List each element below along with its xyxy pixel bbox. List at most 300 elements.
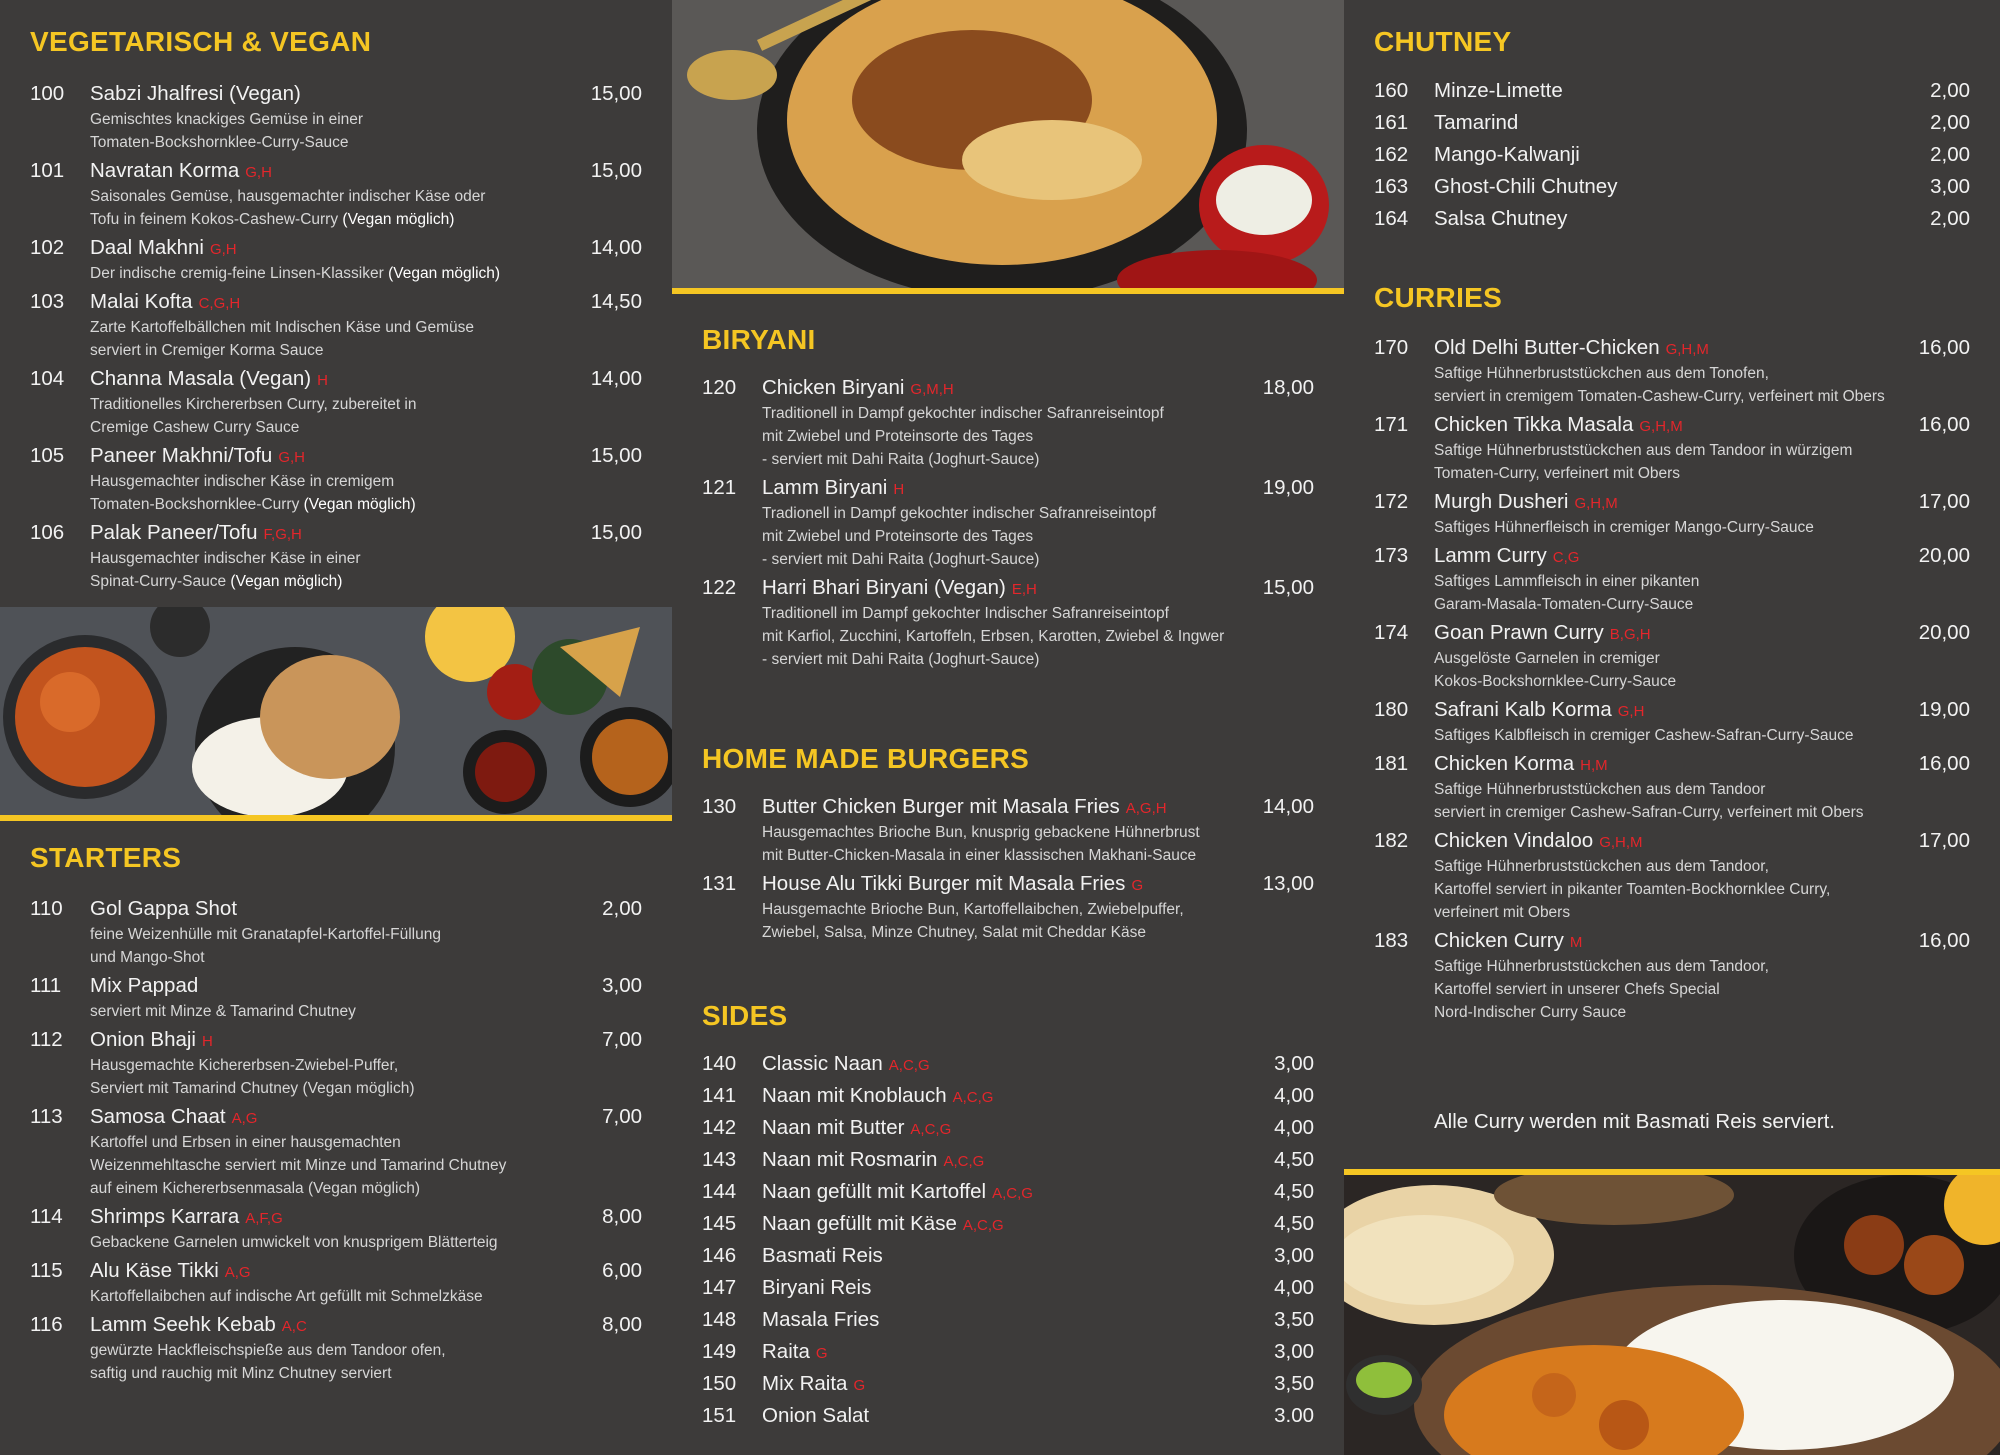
item-number: 130	[702, 795, 737, 818]
item-description: mit Butter-Chicken-Masala in einer klassischen Makhani-Sauce	[762, 847, 1197, 864]
item-price: 2,00	[1930, 79, 1970, 102]
item-number: 121	[702, 476, 737, 499]
item-number: 160	[1374, 79, 1409, 102]
item-number: 104	[30, 367, 65, 390]
item-description: Saftige Hühnerbruststückchen aus dem Tandoor	[1434, 781, 1766, 798]
item-price: 8,00	[602, 1205, 642, 1228]
item-price: 4,00	[1274, 1084, 1314, 1107]
item-price: 15,00	[590, 159, 642, 182]
allergen-codes: G,H	[209, 241, 237, 258]
item-description: Nord-Indischer Curry Sauce	[1434, 1004, 1627, 1021]
allergen-codes: G	[853, 1377, 866, 1394]
allergen-codes: A,C	[281, 1318, 307, 1335]
item-body	[90, 1203, 602, 1254]
menu-item	[702, 474, 1314, 571]
item-name: Biryani Reis	[762, 1276, 872, 1299]
item-price: 4,50	[1274, 1212, 1314, 1235]
item-description: Spinat-Curry-Sauce (Vegan möglich)	[90, 573, 343, 590]
item-description: Kartoffel und Erbsen in einer hausgemachten	[90, 1134, 401, 1151]
menu-item	[30, 1203, 642, 1254]
item-description: Kartoffellaibchen auf indische Art gefüllt mit Schmelzkäse	[90, 1288, 483, 1305]
item-description: Tomaten-Curry, verfeinert mit Obers	[1434, 465, 1681, 482]
item-description: Gebackene Garnelen umwickelt von knusprigem Blätterteig	[90, 1234, 498, 1251]
item-number: 102	[30, 236, 65, 259]
item-body	[762, 1402, 1274, 1430]
item-body	[1434, 827, 1919, 924]
item-body	[90, 1026, 602, 1100]
section-title-starters: STARTERS	[30, 842, 182, 873]
starters-list	[30, 895, 642, 1388]
item-body	[762, 1114, 1274, 1142]
item-name: Chicken Biryani	[762, 376, 905, 399]
item-description: Saftiges Kalbfleisch in cremiger Cashew-Safran-Curry-Sauce	[1434, 727, 1854, 744]
indian-food-spread-photo	[0, 607, 672, 815]
menu-item	[702, 870, 1314, 944]
menu-item	[702, 1306, 1314, 1334]
item-price: 3,00	[1274, 1340, 1314, 1363]
menu-item	[702, 1178, 1314, 1206]
item-price: 4,00	[1274, 1276, 1314, 1299]
item-description: Der indische cremig-feine Linsen-Klassiker (Vegan möglich)	[90, 265, 501, 282]
allergen-codes: A,C,G	[952, 1089, 994, 1106]
menu-item	[702, 793, 1314, 867]
item-name: Shrimps Karrara	[90, 1205, 240, 1228]
item-description: Saftige Hühnerbruststückchen aus dem Tandoor,	[1434, 958, 1769, 975]
menu-item	[702, 1082, 1314, 1110]
item-number: 142	[702, 1116, 737, 1139]
item-description: Zwiebel, Salsa, Minze Chutney, Salat mit Cheddar Käse	[762, 924, 1146, 941]
item-name: Paneer Makhni/Tofu	[90, 444, 273, 467]
item-description: auf einem Kichererbsenmasala (Vegan möglich)	[90, 1180, 420, 1197]
menu-item	[1374, 927, 1970, 1024]
item-number: 131	[702, 872, 737, 895]
menu-item	[30, 234, 642, 285]
item-name: Palak Paneer/Tofu	[90, 521, 258, 544]
menu-item	[1374, 141, 1970, 169]
item-number: 182	[1374, 829, 1409, 852]
item-price: 15,00	[590, 521, 642, 544]
biryani-dish-photo	[672, 0, 1344, 288]
item-price: 2,00	[1930, 143, 1970, 166]
item-body	[1434, 696, 1919, 747]
item-description: Hausgemachter indischer Käse in einer	[90, 550, 361, 567]
item-number: 105	[30, 444, 65, 467]
menu-item	[30, 442, 642, 516]
item-body	[1434, 109, 1930, 137]
allergen-codes: A,F,G	[245, 1210, 283, 1227]
item-description: Saisonales Gemüse, hausgemachter indischer Käse oder	[90, 188, 486, 205]
item-body	[90, 1311, 602, 1385]
item-price: 3,50	[1274, 1372, 1314, 1395]
item-body	[90, 1103, 602, 1200]
item-name: Lamm Biryani	[762, 476, 888, 499]
item-number: 144	[702, 1180, 737, 1203]
item-body	[762, 1242, 1274, 1270]
item-number: 110	[30, 897, 63, 920]
menu-item	[30, 895, 642, 969]
item-description: Hausgemachtes Brioche Bun, knusprig gebackene Hühnerbrust	[762, 824, 1200, 841]
item-body	[1434, 205, 1930, 233]
section-title-chutney: CHUTNEY	[1374, 26, 1512, 57]
item-body	[762, 374, 1263, 471]
item-name: Butter Chicken Burger mit Masala Fries	[762, 795, 1120, 818]
item-body	[1434, 77, 1930, 105]
item-number: 162	[1374, 143, 1409, 166]
menu-item	[30, 519, 642, 593]
item-description: serviert mit Minze & Tamarind Chutney	[90, 1003, 356, 1020]
item-description: - serviert mit Dahi Raita (Joghurt-Sauce)	[762, 551, 1040, 568]
menu-item	[702, 574, 1314, 671]
item-body	[762, 574, 1263, 671]
item-price: 7,00	[602, 1105, 642, 1128]
item-name: Sabzi Jhalfresi (Vegan)	[90, 82, 301, 105]
item-body	[762, 1146, 1274, 1174]
item-name: Classic Naan	[762, 1052, 883, 1075]
menu-item	[30, 972, 642, 1023]
item-number: 181	[1374, 752, 1409, 775]
menu-item	[1374, 173, 1970, 201]
item-name: Gol Gappa Shot	[90, 897, 238, 920]
item-name: Daal Makhni	[90, 236, 204, 259]
item-price: 18,00	[1262, 376, 1314, 399]
item-description: saftig und rauchig mit Minz Chutney serviert	[90, 1365, 392, 1382]
burgers-list	[702, 793, 1314, 947]
item-description: Tradionell in Dampf gekochter indischer Safranreiseintopf	[762, 505, 1157, 522]
item-price: 3,00	[1274, 1052, 1314, 1075]
item-price: 4,00	[1274, 1116, 1314, 1139]
item-number: 148	[702, 1308, 737, 1331]
menu-item	[1374, 334, 1970, 408]
item-description: verfeinert mit Obers	[1434, 904, 1571, 921]
item-description: Weizenmehltasche serviert mit Minze und Tamarind Chutney	[90, 1157, 507, 1174]
item-body	[90, 895, 602, 969]
item-name: Naan mit Knoblauch	[762, 1084, 947, 1107]
item-description: Saftige Hühnerbruststückchen aus dem Tandoor in würzigem	[1434, 442, 1853, 459]
item-price: 19,00	[1262, 476, 1314, 499]
vegan-option: (Vegan möglich)	[303, 496, 416, 513]
item-description: feine Weizenhülle mit Granatapfel-Kartoffel-Füllung	[90, 926, 441, 943]
item-name: Mix Pappad	[90, 974, 199, 997]
item-price: 15,00	[590, 444, 642, 467]
item-body	[1434, 141, 1930, 169]
item-name: Chicken Tikka Masala	[1434, 413, 1634, 436]
item-body	[1434, 173, 1930, 201]
menu-item	[30, 1026, 642, 1100]
item-name: Lamm Seehk Kebab	[90, 1313, 276, 1336]
item-body	[1434, 542, 1919, 616]
item-number: 100	[30, 82, 65, 105]
item-price: 14,50	[590, 290, 642, 313]
allergen-codes: G,H	[245, 164, 272, 181]
item-number: 163	[1374, 175, 1409, 198]
item-price: 19,00	[1918, 698, 1970, 721]
menu-item	[702, 374, 1314, 471]
item-number: 180	[1374, 698, 1409, 721]
allergen-codes: G,H,M	[1639, 418, 1683, 435]
item-description: mit Zwiebel und Proteinsorte des Tages	[762, 528, 1034, 545]
item-price: 2,00	[1930, 207, 1970, 230]
menu-item	[1374, 619, 1970, 693]
item-price: 3.00	[1274, 1404, 1314, 1427]
item-body	[762, 793, 1263, 867]
section-title-curries: CURRIES	[1374, 282, 1503, 313]
menu-item	[702, 1402, 1314, 1430]
item-name: Chicken Vindaloo	[1434, 829, 1594, 852]
allergen-codes: H,M	[1580, 757, 1608, 774]
item-name: Ghost-Chili Chutney	[1434, 175, 1618, 198]
vegan-option: (Vegan möglich)	[342, 211, 455, 228]
item-price: 16,00	[1918, 752, 1970, 775]
item-body	[1434, 488, 1919, 539]
curries-list	[1374, 334, 1970, 1027]
item-name: Mix Raita	[762, 1372, 848, 1395]
item-number: 164	[1374, 207, 1409, 230]
item-number: 146	[702, 1244, 737, 1267]
item-body	[90, 80, 591, 154]
item-description: Traditionell im Dampf gekochter Indischer Safranreiseintopf	[762, 605, 1169, 622]
item-number: 170	[1374, 336, 1409, 359]
item-body	[762, 1178, 1274, 1206]
item-name: Raita	[762, 1340, 810, 1363]
item-number: 106	[30, 521, 65, 544]
item-description: Saftige Hühnerbruststückchen aus dem Tonofen,	[1434, 365, 1769, 382]
item-description: serviert in Cremiger Korma Sauce	[90, 342, 324, 359]
menu-item	[30, 1103, 642, 1200]
item-body	[1434, 750, 1919, 824]
item-number: 173	[1374, 544, 1409, 567]
item-body	[90, 234, 591, 285]
section-title-biryani: BIRYANI	[702, 324, 816, 355]
item-description: Tofu in feinem Kokos-Cashew-Curry (Vegan möglich)	[90, 211, 455, 228]
item-name: Onion Bhaji	[90, 1028, 196, 1051]
item-number: 120	[702, 376, 737, 399]
item-description: serviert in cremiger Cashew-Safran-Curry, verfeinert mit Obers	[1434, 804, 1864, 821]
menu-item	[1374, 542, 1970, 616]
allergen-codes: A,G,H	[1125, 800, 1167, 817]
menu-item	[1374, 109, 1970, 137]
item-name: Naan gefüllt mit Käse	[762, 1212, 957, 1235]
item-name: Masala Fries	[762, 1308, 880, 1331]
item-name: Lamm Curry	[1434, 544, 1547, 567]
menu-item	[702, 1210, 1314, 1238]
item-description: Cremige Cashew Curry Sauce	[90, 419, 300, 436]
item-price: 2,00	[1930, 111, 1970, 134]
menu-column-left	[0, 0, 672, 1455]
allergen-codes: A,G	[224, 1264, 251, 1281]
item-price: 3,50	[1274, 1308, 1314, 1331]
item-name: Malai Kofta	[90, 290, 193, 313]
item-body	[1434, 927, 1919, 1024]
item-number: 112	[30, 1028, 63, 1051]
item-number: 101	[30, 159, 65, 182]
menu-item	[1374, 205, 1970, 233]
item-description: Saftiges Lammfleisch in einer pikanten	[1434, 573, 1700, 590]
item-description: Kokos-Bockshornklee-Curry-Sauce	[1434, 673, 1677, 690]
menu-item	[30, 157, 642, 231]
allergen-codes: A,C,G	[992, 1185, 1033, 1202]
allergen-codes: G	[815, 1345, 828, 1362]
item-description: - serviert mit Dahi Raita (Joghurt-Sauce)	[762, 451, 1040, 468]
allergen-codes: A,C,G	[943, 1153, 985, 1170]
item-name: Mango-Kalwanji	[1434, 143, 1580, 166]
item-name: Chicken Curry	[1434, 929, 1564, 952]
item-description: mit Zwiebel und Proteinsorte des Tages	[762, 428, 1034, 445]
section-title-burgers: HOME MADE BURGERS	[702, 743, 1030, 774]
item-name: Alu Käse Tikki	[90, 1259, 219, 1282]
item-description: Gemischtes knackiges Gemüse in einer	[90, 111, 364, 128]
item-price: 15,00	[590, 82, 642, 105]
item-price: 14,00	[590, 367, 642, 390]
item-body	[762, 1210, 1274, 1238]
item-body	[1434, 619, 1919, 693]
item-number: 147	[702, 1276, 737, 1299]
item-name: Samosa Chaat	[90, 1105, 226, 1128]
item-number: 171	[1374, 413, 1409, 436]
item-description: gewürzte Hackfleischspieße aus dem Tandoor ofen,	[90, 1342, 446, 1359]
menu-item	[30, 1257, 642, 1308]
item-description: Hausgemachter indischer Käse in cremigem	[90, 473, 395, 490]
menu-column-right	[1344, 0, 2000, 1455]
menu-item	[1374, 696, 1970, 747]
menu-item	[1374, 77, 1970, 105]
menu-item	[702, 1114, 1314, 1142]
item-description: Saftiges Hühnerfleisch in cremiger Mango-Curry-Sauce	[1434, 519, 1814, 536]
section-title-sides: SIDES	[702, 1000, 788, 1031]
item-body	[90, 365, 591, 439]
item-body	[762, 1082, 1274, 1110]
item-number: 115	[30, 1259, 63, 1282]
item-name: Minze-Limette	[1434, 79, 1563, 102]
section-title-vegetarian: VEGETARISCH & VEGAN	[30, 26, 372, 57]
menu-item	[702, 1274, 1314, 1302]
item-body	[762, 1050, 1274, 1078]
item-number: 172	[1374, 490, 1409, 513]
vegan-option: (Vegan möglich)	[230, 573, 343, 590]
item-description: serviert in cremigem Tomaten-Cashew-Curry, verfeinert mit Obers	[1434, 388, 1885, 405]
item-description: Zarte Kartoffelbällchen mit Indischen Käse und Gemüse	[90, 319, 474, 336]
allergen-codes: A,C,G	[962, 1217, 1004, 1234]
item-number: 150	[702, 1372, 737, 1395]
item-description: Kartoffel serviert in pikanter Toamten-Bockhornklee Curry,	[1434, 881, 1831, 898]
item-body	[90, 1257, 602, 1308]
allergen-codes: G,H,M	[1665, 341, 1709, 358]
item-description: Garam-Masala-Tomaten-Curry-Sauce	[1434, 596, 1694, 613]
item-price: 14,00	[590, 236, 642, 259]
allergen-codes: M	[1569, 934, 1583, 951]
item-price: 6,00	[602, 1259, 642, 1282]
item-price: 3,00	[1930, 175, 1970, 198]
item-number: 111	[30, 974, 62, 997]
menu-item	[1374, 411, 1970, 485]
item-price: 8,00	[602, 1313, 642, 1336]
item-number: 183	[1374, 929, 1409, 952]
item-number: 114	[30, 1205, 63, 1228]
item-description: Hausgemachte Kichererbsen-Zwiebel-Puffer,	[90, 1057, 399, 1074]
allergen-codes: A,C,G	[910, 1121, 952, 1138]
item-price: 17,00	[1918, 829, 1970, 852]
item-name: Harri Bhari Biryani (Vegan)	[762, 576, 1006, 599]
item-name: House Alu Tikki Burger mit Masala Fries	[762, 872, 1126, 895]
item-name: Chicken Korma	[1434, 752, 1575, 775]
item-price: 20,00	[1918, 544, 1970, 567]
item-number: 103	[30, 290, 65, 313]
curry-rice-note: Alle Curry werden mit Basmati Reis serviert.	[1434, 1110, 1835, 1133]
item-price: 16,00	[1918, 929, 1970, 952]
item-body	[762, 870, 1263, 944]
item-description: Serviert mit Tamarind Chutney (Vegan möglich)	[90, 1080, 415, 1097]
vegan-option: (Vegan möglich)	[388, 265, 501, 282]
item-body	[762, 1274, 1274, 1302]
item-price: 16,00	[1918, 336, 1970, 359]
menu-item	[30, 365, 642, 439]
allergen-codes: H	[201, 1033, 213, 1050]
vegetarian-list	[30, 80, 642, 596]
menu-item	[702, 1370, 1314, 1398]
chutney-list	[1374, 77, 1970, 237]
item-description: Ausgelöste Garnelen in cremiger	[1434, 650, 1660, 667]
biryani-list	[702, 374, 1314, 674]
item-name: Naan mit Butter	[762, 1116, 905, 1139]
item-price: 15,00	[1262, 576, 1314, 599]
item-price: 17,00	[1918, 490, 1970, 513]
item-price: 4,50	[1274, 1148, 1314, 1171]
allergen-codes: F,G,H	[263, 526, 302, 543]
item-body	[762, 1338, 1274, 1366]
menu-column-middle	[672, 0, 1344, 1455]
menu-item	[702, 1242, 1314, 1270]
item-number: 151	[702, 1404, 737, 1427]
menu-item	[1374, 750, 1970, 824]
menu-item	[1374, 488, 1970, 539]
item-number: 161	[1374, 111, 1409, 134]
item-price: 20,00	[1918, 621, 1970, 644]
sides-list	[702, 1050, 1314, 1434]
allergen-codes: H	[317, 372, 328, 389]
item-description: Traditionell in Dampf gekochter indischer Safranreiseintopf	[762, 405, 1164, 422]
item-name: Basmati Reis	[762, 1244, 883, 1267]
item-name: Naan mit Rosmarin	[762, 1148, 938, 1171]
item-price: 7,00	[602, 1028, 642, 1051]
allergen-codes: C,G,H	[198, 295, 241, 312]
item-price: 3,00	[1274, 1244, 1314, 1267]
item-body	[762, 1370, 1274, 1398]
allergen-codes: H	[893, 481, 905, 498]
item-body	[1434, 334, 1919, 408]
allergen-codes: G,M,H	[910, 381, 954, 398]
item-price: 14,00	[1262, 795, 1314, 818]
item-body	[762, 474, 1263, 571]
allergen-codes: B,G,H	[1609, 626, 1651, 643]
item-price: 2,00	[602, 897, 642, 920]
item-description: Tomaten-Bockshornklee-Curry (Vegan möglich)	[90, 496, 416, 513]
item-body	[90, 519, 591, 593]
item-number: 141	[702, 1084, 737, 1107]
item-number: 145	[702, 1212, 737, 1235]
item-number: 140	[702, 1052, 737, 1075]
allergen-codes: G,H,M	[1599, 834, 1643, 851]
allergen-codes: G	[1131, 877, 1144, 894]
menu-item	[30, 288, 642, 362]
curry-naan-rice-photo	[1344, 1175, 2000, 1455]
allergen-codes: G,H,M	[1574, 495, 1618, 512]
item-number: 116	[30, 1313, 63, 1336]
item-name: Tamarind	[1434, 111, 1519, 134]
item-name: Channa Masala (Vegan)	[90, 367, 312, 390]
allergen-codes: A,C,G	[888, 1057, 930, 1074]
yellow-divider	[0, 815, 672, 821]
item-body	[1434, 411, 1919, 485]
item-name: Murgh Dusheri	[1434, 490, 1569, 513]
